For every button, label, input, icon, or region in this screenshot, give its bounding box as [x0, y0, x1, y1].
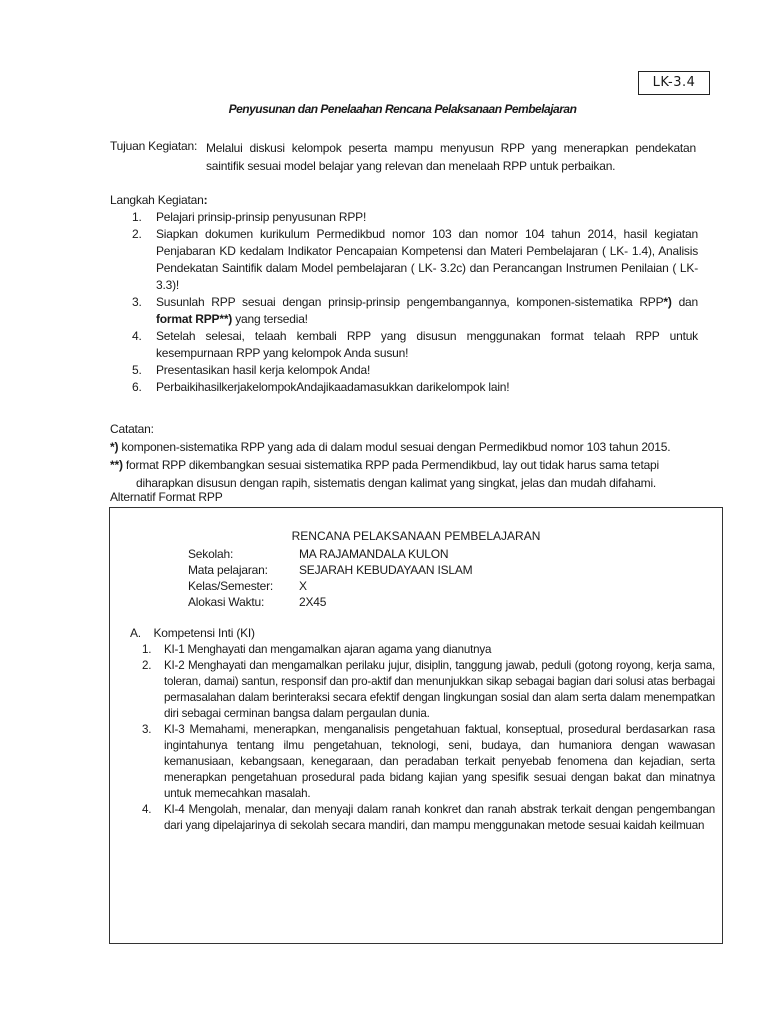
info-label: Alokasi Waktu:: [188, 595, 265, 609]
step-number: 1.: [132, 210, 142, 224]
step-text: Pelajari prinsip-prinsip penyusunan RPP!: [156, 210, 367, 224]
step-text: dan: [671, 295, 698, 309]
note-1-text: komponen-sistematika RPP yang ada di dalam modul sesuai dengan Permedikbud nomor 103 tahun 2015.: [118, 440, 671, 454]
ki-item: [130, 642, 715, 658]
rpp-title: RENCANA PELAKSANAAN PEMBELAJARAN: [291, 529, 541, 543]
note-2-continuation: diharapkan disusun dengan rapih, sistematis dengan kalimat yang singkat, jelas dan mudah difahami.: [136, 476, 657, 490]
info-row-alokasi-waktu: [188, 594, 472, 610]
info-row-sekolah: [188, 546, 472, 562]
catatan-section: [110, 420, 698, 492]
step-item: [110, 362, 698, 379]
ki-text: KI-3 Memahami, menerapkan, menganalisis pengetahuan faktual, konseptual, prosedural berdasarkan rasa ingintahunya tentang ilmu pengetahuan, teknologi, seni, budaya, dan humaniora dengan wawasan kemanusiaan, kebangsaan, kenegaraan, dan peradaban terkait penyebab fenomena dan kejadian, serta menerapkan pengetahuan prosedural pada bidang kajian yang spesifik sesuai dengan bakat dan minatnya untuk memecahkan masalah.: [164, 723, 715, 800]
step-mark: *): [663, 295, 672, 309]
steps-list: [110, 209, 698, 396]
step-number: 2.: [132, 227, 142, 241]
step-number: 3.: [132, 295, 142, 309]
step-format-rpp: format RPP**): [156, 312, 233, 326]
alt-format-label: Alternatif Format RPP: [110, 490, 223, 504]
info-value: MA RAJAMANDALA KULON: [299, 547, 449, 561]
step-item: [110, 379, 698, 396]
ki-number: 4.: [142, 803, 152, 816]
info-value: SEJARAH KEBUDAYAAN ISLAM: [299, 563, 473, 577]
ki-list: [130, 642, 715, 834]
info-label: Kelas/Semester:: [188, 579, 274, 593]
langkah-colon: :: [203, 193, 208, 207]
note-2-mark: **): [110, 458, 123, 472]
document-title: Penyusunan dan Penelaahan Rencana Pelaksanaan Pembelajaran: [228, 102, 577, 116]
note-2: [110, 456, 698, 474]
ki-number: 3.: [142, 723, 152, 736]
rpp-format-frame: [109, 507, 723, 944]
ki-text: KI-2 Menghayati dan mengamalkan perilaku jujur, disiplin, tanggung jawab, peduli (gotong royong, kerja sama, toleran, damai) santun, responsif dan pro-aktif dan menunjukkan sikap sebagai bagian dari solusi atas berbagai permasalahan dalam berinteraksi secara efektif dengan lingkungan sosial dan alam serta dalam menempatkan diri sebagai cerminan bangsa dalam pergaulan dunia.: [164, 659, 715, 720]
step-text: Susunlah RPP sesuai dengan prinsip-prinsip pengembangannya, komponen-sistematika RPP: [156, 295, 664, 309]
note-1: [110, 438, 698, 456]
rpp-info-block: [188, 546, 472, 610]
info-label: Sekolah:: [188, 547, 234, 561]
step-text: Presentasikan hasil kerja kelompok Anda!: [156, 363, 371, 377]
step-item: [110, 209, 698, 226]
ki-text: KI-1 Menghayati dan mengamalkan ajaran agama yang dianutnya: [164, 643, 492, 656]
note-2-text: format RPP dikembangkan sesuai sistematika RPP pada Permendikbud, lay out tidak harus sama tetapi: [122, 458, 659, 472]
step-item: [110, 328, 698, 362]
step-number: 4.: [132, 329, 142, 343]
ki-heading: A. Kompetensi Inti (KI): [130, 626, 255, 640]
catatan-title: Catatan:: [110, 422, 154, 436]
info-label: Mata pelajaran:: [188, 563, 268, 577]
step-text: Setelah selesai, telaah kembali RPP yang disusun menggunakan format telaah RPP untuk kesempurnaan RPP yang kelompok Anda susun!: [156, 329, 698, 360]
note-1-mark: *): [110, 440, 119, 454]
ki-item: [130, 722, 715, 802]
ki-item: [130, 802, 715, 834]
step-text: PerbaikihasilkerjakelompokAndajikaadamasukkan darikelompok lain!: [156, 380, 510, 394]
lk-code-box: LK-3.4: [638, 71, 710, 95]
step-item: [110, 226, 698, 294]
info-row-mata-pelajaran: [188, 562, 472, 578]
ki-item: [130, 658, 715, 722]
info-row-kelas-semester: [188, 578, 472, 594]
ki-number: 1.: [142, 643, 152, 656]
step-text: Siapkan dokumen kurikulum Permedikbud nomor 103 dan nomor 104 tahun 2014, hasil kegiatan Penjabaran KD kedalam Indikator Pencapaian Kompetensi dan Materi Pembelajaran ( LK- 1.4), Analisis Pendekatan Saintifik dalam Model pembelajaran ( LK- 3.2c) dan Perancangan Instrumen Penilaian ( LK- 3.3)!: [156, 227, 698, 292]
step-number: 5.: [132, 363, 142, 377]
step-text: yang tersedia!: [232, 312, 308, 326]
langkah-title: Langkah Kegiatan: [110, 193, 204, 207]
tujuan-text: Melalui diskusi kelompok peserta mampu menyusun RPP yang menerapkan pendekatan saintifik sesuai model belajar yang relevan dan menelaah RPP untuk perbaikan.: [206, 141, 696, 173]
step-number: 6.: [132, 380, 142, 394]
step-item: [110, 294, 698, 328]
langkah-heading: [110, 193, 207, 207]
ki-number: 2.: [142, 659, 152, 672]
info-value: X: [299, 579, 307, 593]
tujuan-label: Tujuan Kegiatan:: [110, 139, 198, 153]
info-value: 2X45: [299, 595, 327, 609]
ki-text: KI-4 Mengolah, menalar, dan menyaji dalam ranah konkret dan ranah abstrak terkait dengan pengembangan dari yang dipelajarinya di sekolah secara mandiri, dan mampu menggunakan metode sesuai kaidah keilmuan: [164, 803, 715, 832]
